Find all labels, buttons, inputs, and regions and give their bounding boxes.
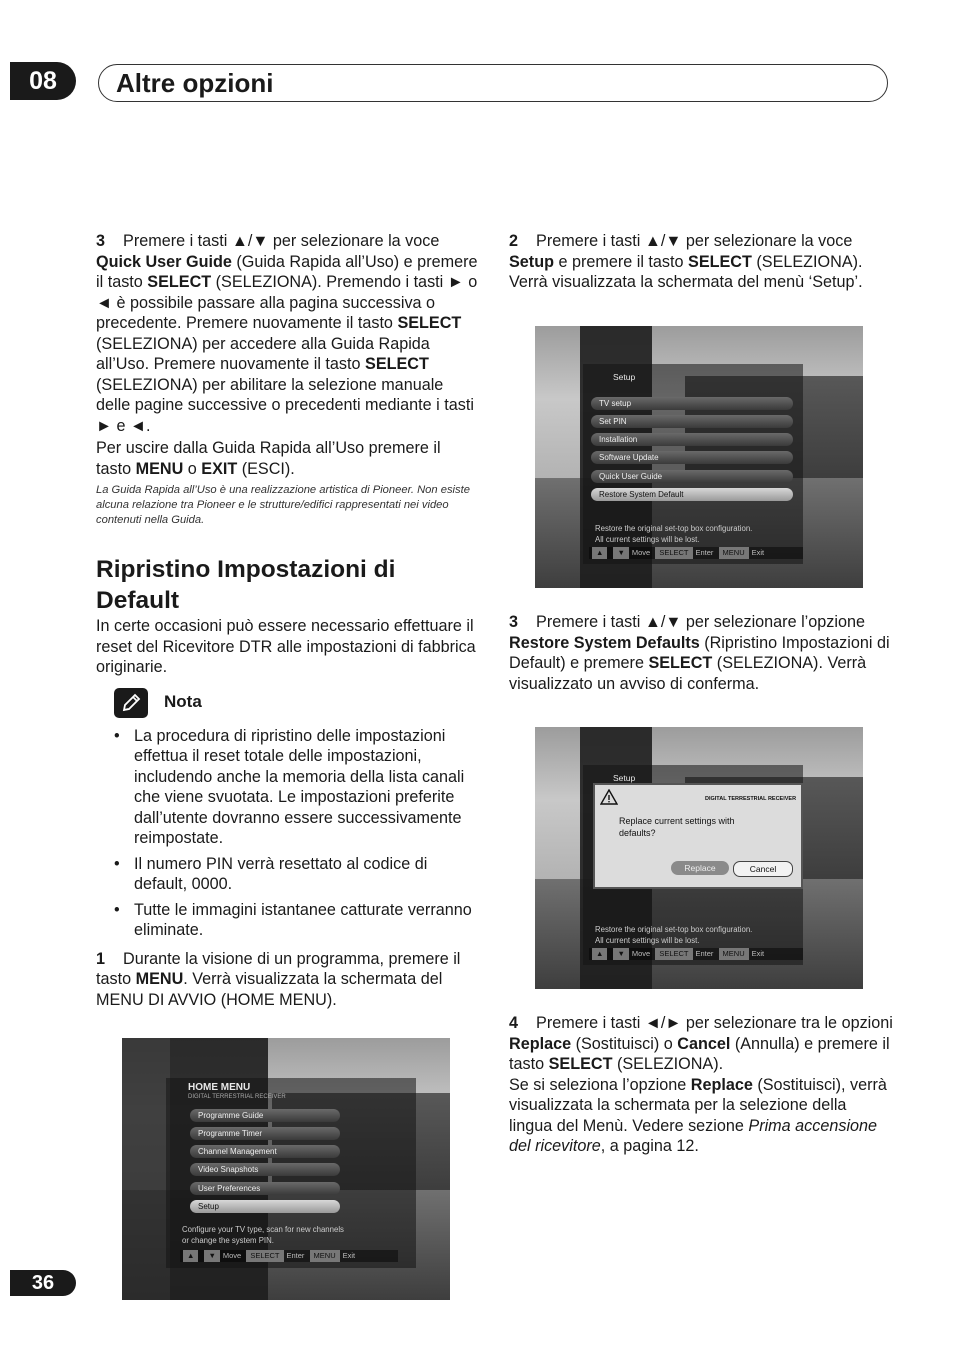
nota-bullets bbox=[96, 726, 480, 941]
right-step4: 4 Premere i tasti ◄/► per selezionare tra le opzioni Replace (Sostituisci) o Cancel (Annulla) e premere il tasto SELECT (SELEZIONA). Se si seleziona l’opzione Replace (Sostituisci), verrà visualizzata la schermata per la selezione della lingua del Menù. Vedere sezione Prima accensione del ricevitore, a pagina 12. bbox=[509, 1014, 893, 1155]
list-item: • Il numero PIN verrà resettato al codice di default, 0000. bbox=[134, 854, 480, 895]
confirm-message: Replace current settings with defaults? bbox=[619, 816, 735, 838]
section-intro: In certe occasioni può essere necessario effettuare il reset del Ricevitore DTR alle impostazioni di fabbrica originarie. bbox=[96, 617, 476, 676]
exit-instructions: Per uscire dalla Guida Rapida all’Uso premere il tasto MENU o EXIT (ESCI). bbox=[96, 439, 441, 478]
menu-item[interactable]: Programme Timer bbox=[190, 1127, 340, 1140]
setup-title: Setup bbox=[613, 773, 636, 783]
replace-button[interactable]: Replace bbox=[671, 861, 729, 875]
home-menu-title: HOME MENU bbox=[188, 1082, 251, 1093]
nota-header bbox=[114, 688, 480, 718]
warning-icon bbox=[600, 789, 618, 810]
menu-item[interactable]: User Preferences bbox=[190, 1182, 340, 1195]
menu-item[interactable]: Quick User Guide bbox=[591, 470, 793, 483]
menu-item[interactable]: TV setup bbox=[591, 397, 793, 410]
brand-label: DIGITAL TERRESTRIAL RECEIVER bbox=[705, 796, 797, 802]
pencil-icon bbox=[114, 688, 148, 718]
setup-title: Setup bbox=[613, 372, 636, 382]
left-step1: 1 Durante la visione di un programma, premere il tasto MENU. Verrà visualizzata la schermata del MENU DI AVVIO (HOME MENU). bbox=[96, 949, 461, 1009]
cancel-button[interactable]: Cancel bbox=[733, 861, 793, 877]
menu-item[interactable]: Software Update bbox=[591, 451, 793, 464]
page-number: 36 bbox=[10, 1270, 76, 1296]
right-step2: 2 Premere i tasti ▲/▼ per selezionare la voce Setup e premere il tasto SELECT (SELEZIONA). Verrà visualizzata la schermata del menù ‘Setup’. bbox=[509, 232, 863, 291]
confirm-dialog-screenshot bbox=[535, 727, 863, 989]
setup-menu-screenshot bbox=[535, 326, 863, 588]
chapter-title: Altre opzioni bbox=[116, 68, 274, 98]
menu-item[interactable]: Channel Management bbox=[190, 1145, 340, 1158]
key-bar: ▲ ▼ Move SELECT Enter MENU Exit bbox=[589, 547, 803, 559]
home-menu-subtitle: DIGITAL TERRESTRIAL RECEIVER bbox=[188, 1094, 286, 1100]
menu-item[interactable]: Installation bbox=[591, 433, 793, 446]
menu-item[interactable]: Programme Guide bbox=[190, 1109, 340, 1122]
chapter-number-badge: 08 bbox=[10, 62, 76, 100]
menu-item-selected[interactable]: Setup bbox=[190, 1200, 340, 1213]
help-text: Configure your TV type, scan for new channels or change the system PIN. bbox=[182, 1225, 344, 1245]
menu-item-selected[interactable]: Restore System Default bbox=[591, 488, 793, 501]
right-step3: 3 Premere i tasti ▲/▼ per selezionare l’opzione Restore System Defaults (Ripristino Impostazioni di Default) e premere SELECT (SELEZIONA). Verrà visualizzato un avviso di conferma. bbox=[509, 613, 890, 693]
nota-label: Nota bbox=[164, 692, 202, 712]
disclaimer: La Guida Rapida all’Uso è una realizzazione artistica di Pioneer. Non esiste alcuna relazione tra Pioneer e le strutture/edifici rappresentati nei video contenuti nella Guida. bbox=[96, 484, 470, 526]
list-item: • Tutte le immagini istantanee catturate verranno eliminate. bbox=[134, 900, 480, 941]
menu-item[interactable]: Set PIN bbox=[591, 415, 793, 428]
key-bar: ▲ ▼ Move SELECT Enter MENU Exit bbox=[589, 948, 803, 960]
key-bar: ▲ ▼ Move SELECT Enter MENU Exit bbox=[180, 1250, 398, 1262]
home-menu-screenshot bbox=[122, 1038, 450, 1300]
left-column bbox=[96, 231, 480, 1010]
help-text: Restore the original set-top box configuration. All current settings will be lost. bbox=[595, 524, 753, 544]
left-step3: 3 Premere i tasti ▲/▼ per selezionare la voce Quick User Guide (Guida Rapida all’Uso) e premere il tasto SELECT (SELEZIONA). Premendo i tasti ► o ◄ è possibile passare alla pagina successiva o precedente. Premere nuovamente il tasto SELECT (SELEZIONA) per accedere alla Guida Rapida all’Uso. Premere nuovamente il tasto SELECT (SELEZIONA) per abilitare la selezione manuale delle pagine successive o precedenti mediante i tasti ► e ◄. bbox=[96, 232, 478, 435]
help-text: Restore the original set-top box configuration. All current settings will be lost. bbox=[595, 925, 753, 945]
section-title: Ripristino Impostazioni di Default bbox=[96, 556, 396, 614]
list-item: • La procedura di ripristino delle impostazioni effettua il reset totale delle impostazioni, includendo anche la memoria della lista canali che viene svuotata. Le impostazioni preferite dall’utente dovranno essere successivamente reimpostate. bbox=[134, 726, 480, 849]
menu-item[interactable]: Video Snapshots bbox=[190, 1163, 340, 1176]
step-number: 3 bbox=[96, 232, 106, 250]
confirm-dialog bbox=[593, 783, 803, 889]
